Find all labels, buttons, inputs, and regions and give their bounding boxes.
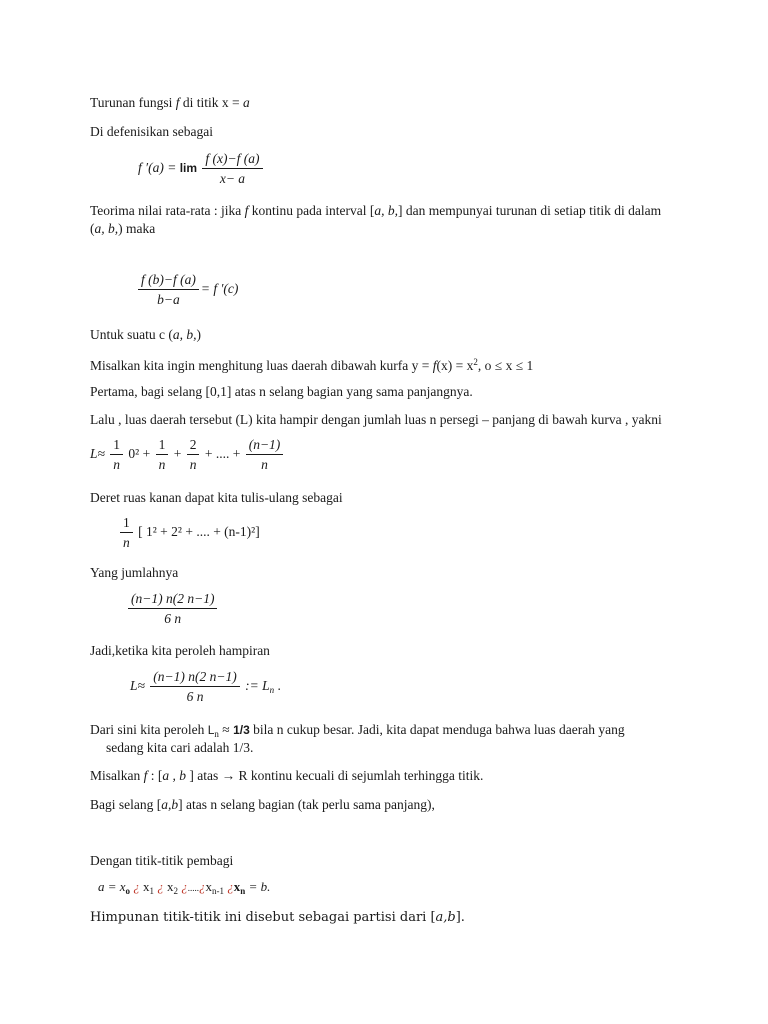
line-dari-sini: Dari sini kita peroleh $L_n \approx 1/3$ bila n cukup besar. Jadi, kita dapat menduga bahwa luas daerah yang: [90, 722, 625, 739]
fraction: $\frac{(n-1) n(2 n-1)}{6 n}$: [150, 669, 239, 705]
line-misalkan-f: Misalkan f : [a , b ] atas → R kontinu kecuali di sejumlah terhingga titik.: [90, 768, 484, 783]
line-sedang-kita-cari: sedang kita cari adalah 1/3.: [106, 740, 254, 755]
line-yang-jumlahnya: Yang jumlahnya: [90, 565, 179, 580]
line-deret-ruas-kanan: Deret ruas kanan dapat kita tulis-ulang sebagai: [90, 490, 343, 505]
fraction: $\frac{f (b)-f (a)}{b-a}$: [138, 272, 199, 308]
fraction: $\frac{1}{n}$: [110, 437, 123, 473]
line-turunan-fungsi: Turunan fungsi f di titik x = a: [90, 95, 250, 110]
fraction: $\frac{1}{n}$: [156, 437, 169, 473]
equation-riemann-sum: L≈ $\frac{1}{n}$ 0² + $\frac{1}{n}$ + $\frac{2}{n}$ + .... + $\frac{(n-1)}{n}$: [90, 437, 285, 473]
line-jadi-hampiran: Jadi,ketika kita peroleh hampiran: [90, 643, 270, 658]
fraction: $\frac{(n-1) n(2 n-1)}{6 n}$: [128, 591, 217, 627]
line-maka: (a, b,) maka: [90, 221, 156, 236]
equation-sum-of-squares: $\frac{1}{n}$ [ 1² + 2² + .... + (n-1)²]: [118, 515, 260, 551]
fraction: $\frac{2}{n}$: [187, 437, 200, 473]
line-titik-pembagi: Dengan titik-titik pembagi: [90, 853, 234, 868]
line-teorima-nilai-rata-rata: Teorima nilai rata-rata : jika f kontinu pada interval [a, b,] dan mempunyai turunan di setiap titik di dalam: [90, 203, 662, 218]
line-himpunan-partisi: Himpunan titik-titik ini disebut sebagai partisi dari [a,b].: [90, 910, 465, 925]
equation-derivative-definition: f ′(a) = lim $\frac{f (x)-f (a)}{x- a}$: [138, 151, 265, 187]
equation-approximation: L≈ $\frac{(n-1) n(2 n-1)}{6 n}$ := $L_n$ .: [130, 669, 281, 704]
equation-partition-points: $a = x_o$ ¿ $x_1$ ¿ $x_2$ ¿$.....¿x_{n-1}$ ¿$x_n = b$.: [98, 879, 271, 896]
line-definisi: Di defenisikan sebagai: [90, 124, 213, 139]
line-pertama: Pertama, bagi selang [0,1] atas n selang bagian yang sama panjangnya.: [90, 384, 473, 399]
line-lalu: Lalu , luas daerah tersebut (L) kita hampir dengan jumlah luas n persegi – panjang di bawah kurva , yakni: [90, 412, 662, 427]
fraction: $\frac{f (x)-f (a)}{x- a}$: [202, 151, 262, 187]
line-misalkan-luas: Misalkan kita ingin menghitung luas daerah dibawah kurfa $y = f(x) = x^2$, o ≤ x ≤ 1: [90, 357, 534, 373]
fraction: $\frac{(n-1)}{n}$: [246, 437, 284, 473]
fraction: $\frac{1}{n}$: [120, 515, 133, 551]
line-untuk-suatu: Untuk suatu c (a, b,): [90, 327, 201, 342]
line-bagi-selang: Bagi selang [a,b] atas n selang bagian (tak perlu sama panjang),: [90, 797, 435, 812]
equation-mean-value: $\frac{f (b)-f (a)}{b-a}$ = f ′(c): [136, 272, 238, 308]
equation-sum-result: [126, 591, 219, 627]
